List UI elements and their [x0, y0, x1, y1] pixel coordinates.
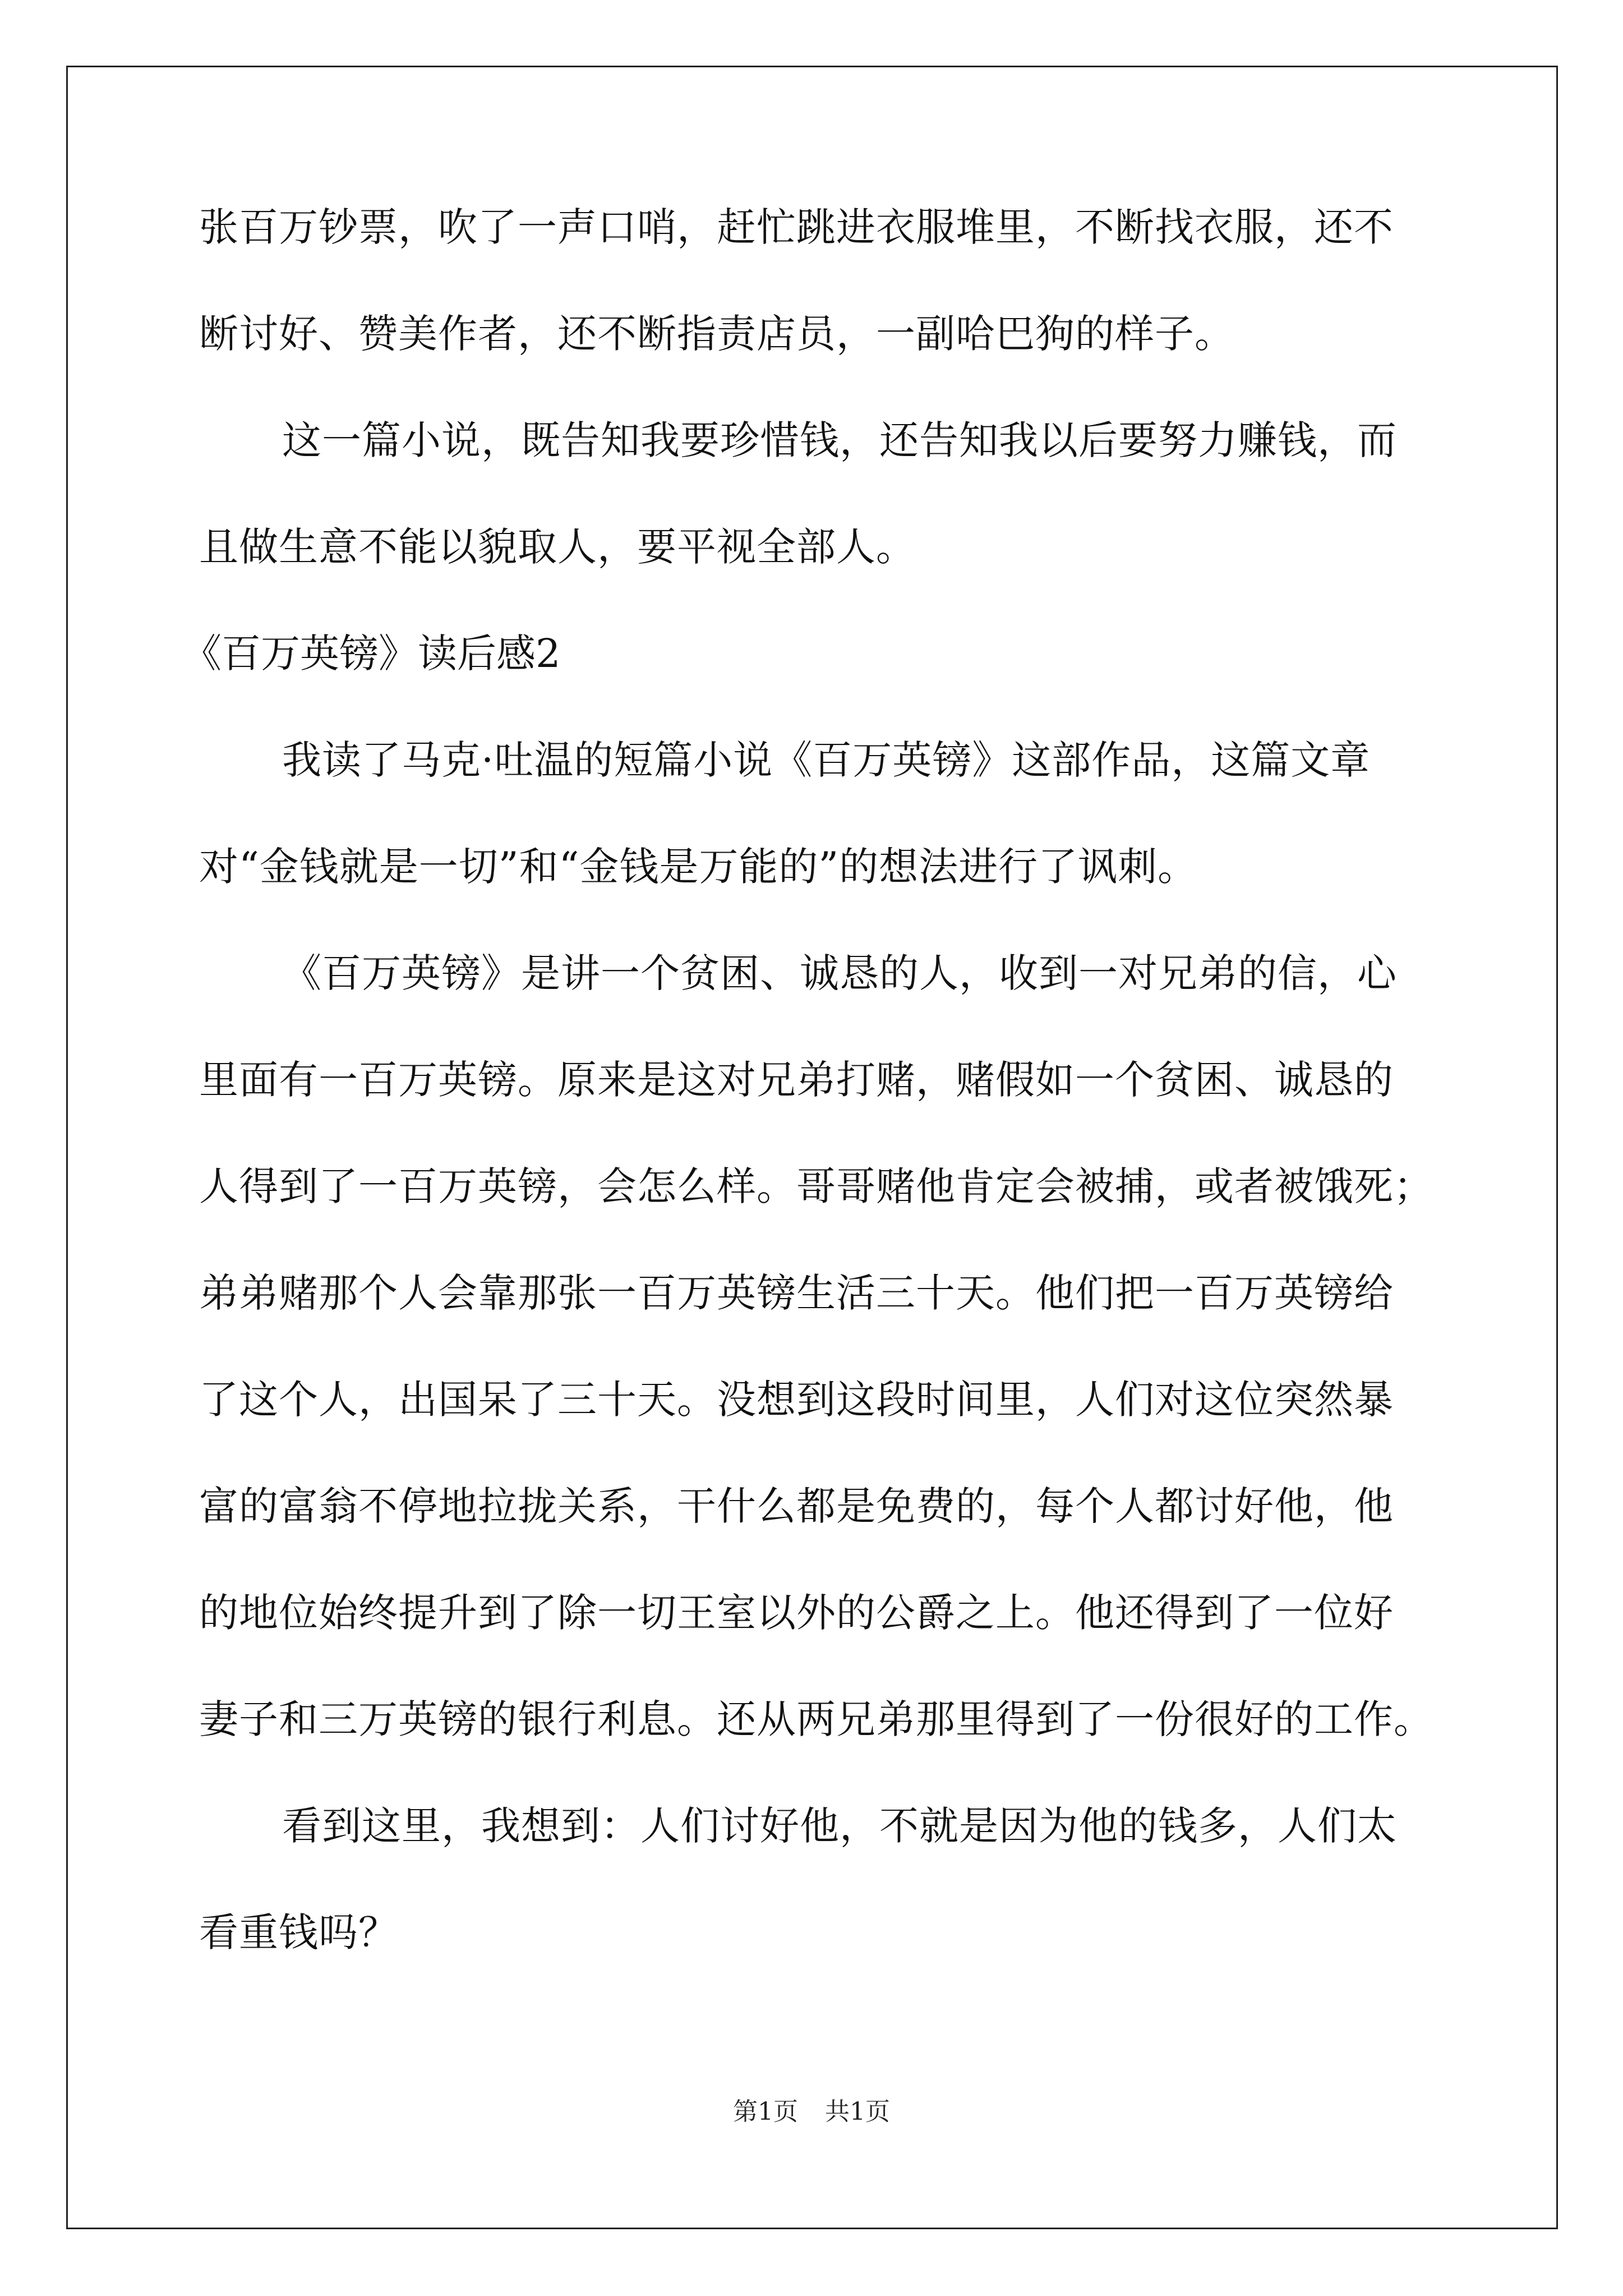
- page-footer: [0, 2095, 1623, 2129]
- paragraph-line: 弟弟赌那个人会靠那张一百万英镑生活三十天。他们把一百万英镑给: [199, 1270, 1394, 1316]
- paragraph-line: 断讨好、赞美作者，还不断指责店员，一副哈巴狗的样子。: [199, 311, 1234, 357]
- paragraph-line: 人得到了一百万英镑，会怎么样。哥哥赌他肯定会被捕，或者被饿死；: [199, 1163, 1433, 1209]
- page-number: 第1页: [733, 2097, 798, 2126]
- paragraph-line: 看重钱吗？: [199, 1910, 398, 1955]
- page-border: [66, 66, 1558, 2229]
- paragraph-line: 对“金钱就是一切”和“金钱是万能的”的想法进行了讽刺。: [199, 844, 1198, 890]
- paragraph-line: 《百万英镑》是讲一个贫困、诚恳的人，收到一对兄弟的信，心: [282, 950, 1397, 996]
- paragraph-line: 这一篇小说，既告知我要珍惜钱，还告知我以后要努力赚钱，而: [282, 417, 1397, 463]
- paragraph-line: 张百万钞票，吹了一声口哨，赶忙跳进衣服堆里，不断找衣服，还不: [199, 204, 1394, 250]
- paragraph-line: 富的富翁不停地拉拢关系，干什么都是免费的，每个人都讨好他，他: [199, 1483, 1394, 1529]
- paragraph-line: 了这个人，出国呆了三十天。没想到这段时间里，人们对这位突然暴: [199, 1377, 1394, 1423]
- paragraph-line: 看到这里，我想到：人们讨好他，不就是因为他的钱多，人们太: [282, 1803, 1397, 1849]
- paragraph-line: 的地位始终提升到了除一切王室以外的公爵之上。他还得到了一位好: [199, 1590, 1394, 1636]
- section-heading: 《百万英镑》读后感2: [182, 631, 561, 677]
- paragraph-line: 里面有一百万英镑。原来是这对兄弟打赌，赌假如一个贫困、诚恳的: [199, 1057, 1394, 1103]
- paragraph-line: 我读了马克·吐温的短篇小说《百万英镑》这部作品，这篇文章: [282, 737, 1371, 783]
- paragraph-line: 妻子和三万英镑的银行利息。还从两兄弟那里得到了一份很好的工作。: [199, 1696, 1433, 1742]
- page-total: 共1页: [825, 2097, 890, 2126]
- paragraph-line: 且做生意不能以貌取人，要平视全部人。: [199, 524, 916, 570]
